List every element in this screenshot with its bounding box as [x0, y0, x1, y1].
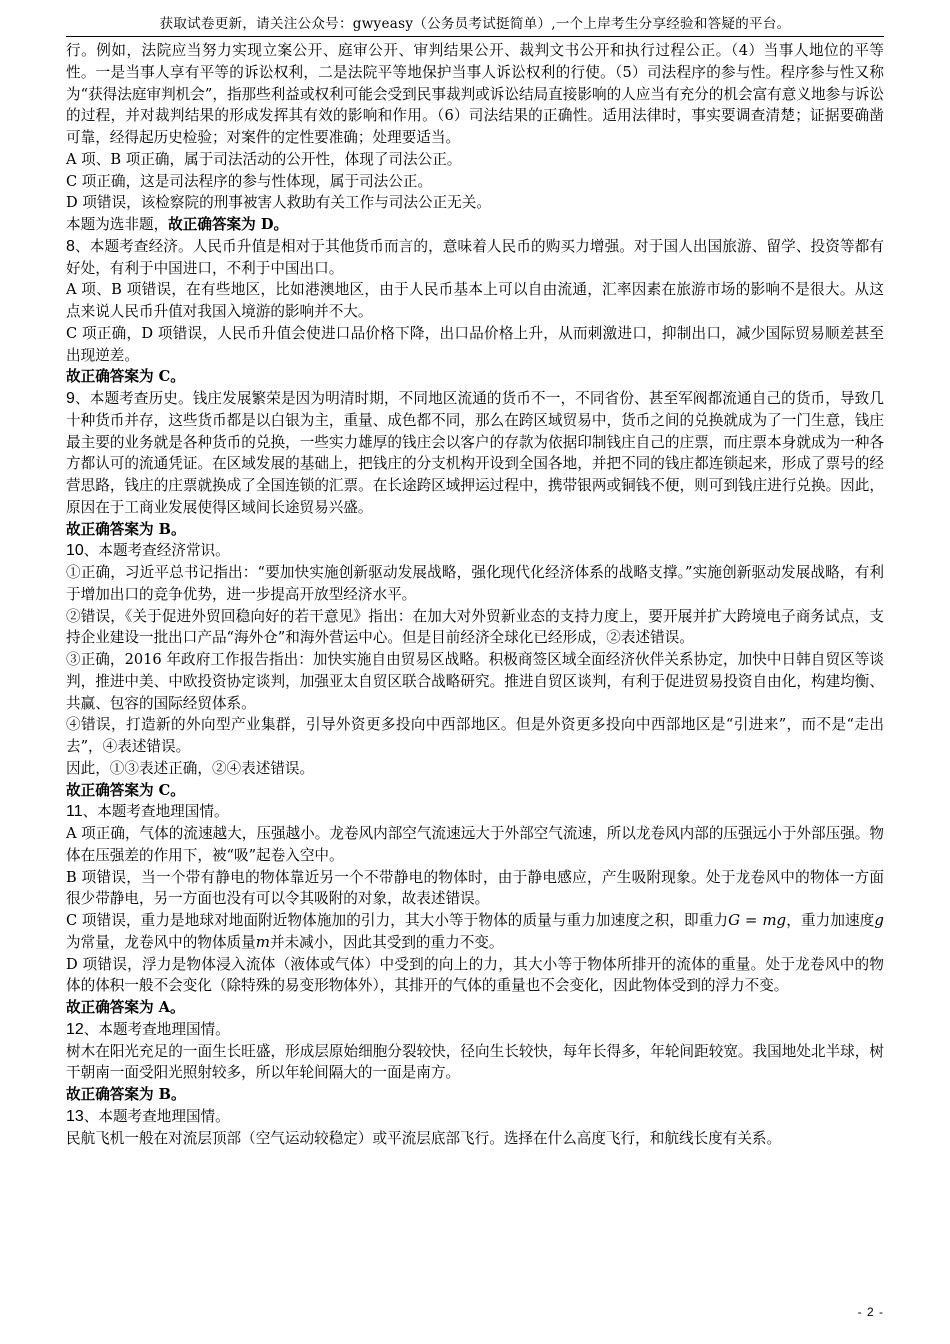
q7-answer-line: 本题为选非题，故正确答案为 D。	[66, 216, 289, 233]
paragraph: A 项、B 项正确，属于司法活动的公开性，体现了司法公正。	[66, 150, 462, 168]
formula: m	[255, 932, 270, 951]
q9-heading: 9、本题考查历史。钱庄发展繁荣是因为明清时期，不同地区流通的货币不一，不同省份、甚至军阀都流通自己的货币，导致几十种货币并存，这些货币都是以白银为主，重量、成色都不同，那么在跨区域贸易中，货币之间的兑换就成为了一门生意，钱庄最主要的业务就是各种货币的兑换，一些实力雄厚的钱庄会以客户的存款为依据印制钱庄自己的庄票，而庄票本身就成为一种各方都认可的流通凭证。在区域发展的基础上，把钱庄的分支机构开设到全国各地，并把不同的钱庄都连锁起来，形成了票号的经营思路，钱庄的庄票就换成了全国连锁的汇票。在长途跨区域押运过程中，携带银两或铜钱不便，则可到钱庄进行兑换。因此，原因在于工商业发展使得区域间长途贸易兴盛。	[66, 390, 884, 516]
paragraph: ③正确，2016 年政府工作报告指出：加快实施自由贸易区战略。积极商签区域全面经济伙伴关系协定，加快中日韩自贸区等谈判，推进中美、中欧投资协定谈判，加强亚太自贸区联合战略研究。推进自贸区谈判，有利于促进贸易投资自由化，构建均衡、共赢、包容的国际经贸体系。	[66, 651, 884, 712]
paragraph: ②错误，《关于促进外贸回稳向好的若干意见》指出：在加大对外贸新业态的支持力度上，要开展并扩大跨境电子商务试点，支持企业建设一批出口产品“海外仓”和海外营运中心。但是目前经济全球化已经形成，②表述错误。	[66, 607, 884, 647]
paragraph: ④错误，打造新的外向型产业集群，引导外资更多投向中西部地区。但是外资更多投向中西部地区是“引进来”，而不是“走出去”，④表述错误。	[66, 716, 884, 755]
page-header	[66, 14, 884, 37]
header-text: 获取试卷更新，请关注公众号：gwyeasy（公务员考试挺简单）,一个上岸考生分享经验和答疑的平台。	[159, 16, 791, 32]
paragraph: D 项错误，该检察院的刑事被害人救助有关工作与司法公正无关。	[66, 194, 491, 212]
formula: G = mg	[728, 911, 787, 929]
formula: g	[874, 911, 884, 929]
paragraph: D 项错误，浮力是物体浸入流体（液体或气体）中受到的向上的力，其大小等于物体所排开的流体的重量。处于龙卷风中的物体的体积一般不会变化（除特殊的易变形物体外），其排开的气体的重量也不会变化，因此物体受到的浮力不变。	[66, 955, 884, 995]
paragraph: 民航飞机一般在对流层顶部（空气运动较稳定）或平流层底部飞行。选择在什么高度飞行，和航线长度有关系。	[66, 1129, 782, 1147]
question-number: 8	[66, 237, 75, 255]
question-number: 12	[66, 1020, 84, 1038]
paragraph: C 项正确，这是司法程序的参与性体现，属于司法公正。	[66, 172, 433, 190]
q13-heading: 13、本题考查地理国情。	[66, 1107, 230, 1125]
paragraph: C 项正确，D 项错误，人民币升值会使进口品价格下降，出口品价格上升，从而刺激进口，抑制出口，减少国际贸易顺差甚至出现逆差。	[66, 324, 884, 364]
paragraph: B 项错误，当一个带有静电的物体靠近另一个不带静电的物体时，由于静电感应，产生吸附现象。处于龙卷风中的物体一方面很少带静电，另一方面也没有可以令其吸附的对象，故表述错误。	[66, 868, 884, 908]
answer: 故正确答案为 C。	[66, 368, 185, 386]
page-number: - 2 -	[857, 1305, 884, 1319]
paragraph: 因此，①③表述正确，②④表述错误。	[66, 759, 315, 777]
question-number: 9	[66, 390, 75, 407]
document-body	[66, 40, 884, 1149]
q12-heading: 12、本题考查地理国情。	[66, 1020, 230, 1038]
q8-heading: 8、本题考查经济。人民币升值是相对于其他货币而言的，意味着人民币的购买力增强。对于国人出国旅游、留学、投资等都有好处，有利于中国进口，不利于中国出口。	[66, 237, 884, 277]
answer: 故正确答案为 A。	[66, 999, 185, 1016]
q10-heading: 10、本题考查经济常识。	[66, 542, 230, 560]
answer: 故正确答案为 D。	[168, 216, 289, 233]
question-number: 13	[66, 1107, 84, 1125]
answer: 故正确答案为 B。	[66, 520, 186, 538]
q11-heading: 11、本题考查地理国情。	[66, 803, 229, 821]
paragraph: A 项正确，气体的流速越大，压强越小。龙卷风内部空气流速远大于外部空气流速，所以龙卷风内部的压强远小于外部压强。物体在压强差的作用下，被“吸”起卷入空中。	[66, 825, 884, 864]
paragraph: ①正确，习近平总书记指出：“要加快实施创新驱动发展战略，强化现代化经济体系的战略支撑。”实施创新驱动发展战略，有利于增加出口的竞争优势，进一步提高开放型经济水平。	[66, 564, 884, 603]
paragraph: C 项错误，重力是地球对地面附近物体施加的引力，其大小等于物体的质量与重力加速度之积，即重力G = mg，重力加速度g为常量，龙卷风中的物体质量m并未减小，因此其受到的重力不变。	[66, 911, 884, 951]
question-number: 10	[66, 542, 84, 560]
paragraph: 行。例如，法院应当努力实现立案公开、庭审公开、审判结果公开、裁判文书公开和执行过程公正。（4）当事人地位的平等性。一是当事人享有平等的诉讼权利，二是法院平等地保护当事人诉讼权利的行使。（5）司法程序的参与性。程序参与性又称为“获得法庭审判机会”，指那些利益或权利可能会受到民事裁判或诉讼结局直接影响的人应当有充分的机会富有意义地参与诉讼的过程，并对裁判结果的形成发挥其有效的影响和作用。（6）司法结果的正确性。适用法律时，事实要调查清楚；证据要确凿可靠，经得起历史检验；对案件的定性要准确；处理要适当。	[66, 42, 884, 146]
answer: 故正确答案为 B。	[66, 1086, 186, 1103]
answer: 故正确答案为 C。	[66, 781, 185, 799]
paragraph: 树木在阳光充足的一面生长旺盛，形成层原始细胞分裂较快，径向生长较快，每年长得多，年轮间距较宽。我国地处北半球，树干朝南一面受阳光照射较多，所以年轮间隔大的一面是南方。	[66, 1042, 884, 1082]
question-number: 11	[66, 803, 83, 821]
paragraph: A 项、B 项错误，在有些地区，比如港澳地区，由于人民币基本上可以自由流通，汇率因素在旅游市场的影响不是很大。从这点来说人民币升值对我国入境游的影响并不大。	[66, 281, 884, 320]
